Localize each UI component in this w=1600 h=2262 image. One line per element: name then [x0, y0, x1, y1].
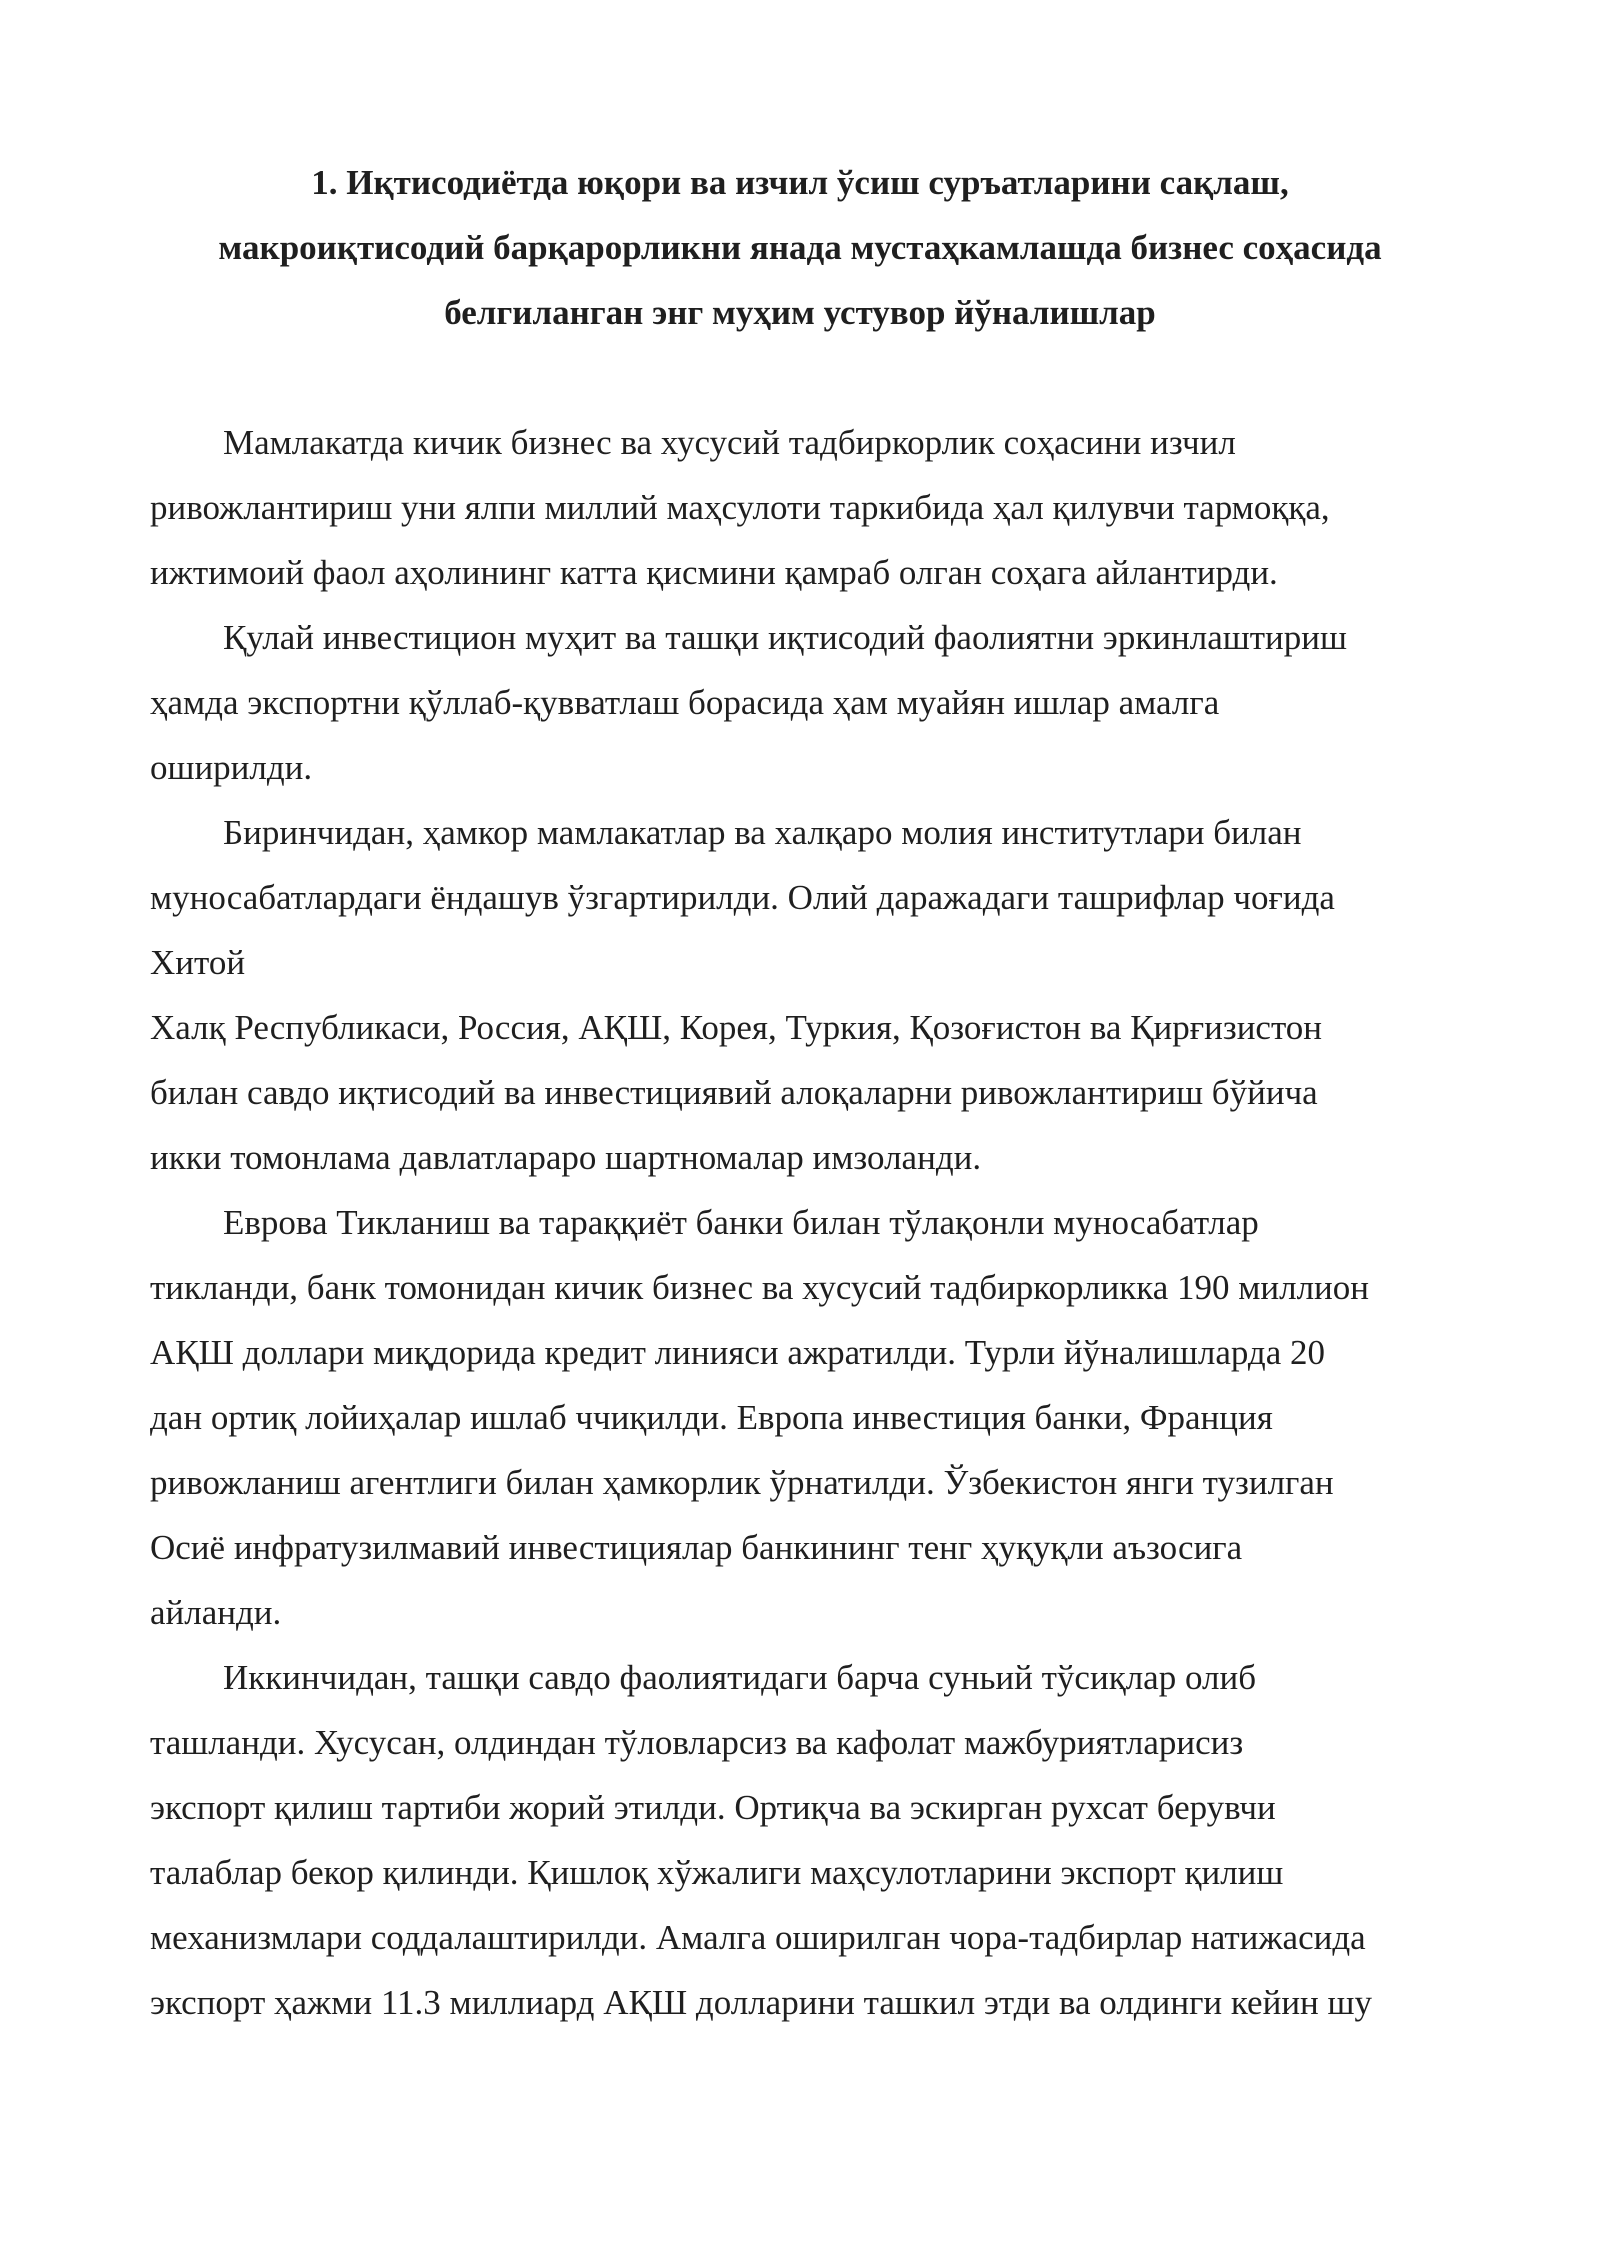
body-text — [150, 410, 1450, 2035]
text-line: Еврова Тикланиш ва тараққиёт банки билан тўлақонли муносабатлар — [223, 1203, 1259, 1242]
text-line: ҳамда экспортни қўллаб-қувватлаш борасида ҳам муайян ишлар амалга — [150, 683, 1220, 722]
text-line: экспорт ҳажми 11.3 миллиард АҚШ долларини ташкил этди ва олдинги кейин шу — [150, 1983, 1372, 2022]
text-line: Хитой — [150, 943, 246, 982]
paragraph-5 — [150, 1645, 1450, 2035]
section-heading — [150, 150, 1450, 345]
text-line: ривожлантириш уни ялпи миллий маҳсулоти таркибида ҳал қилувчи тармоққа, — [150, 488, 1330, 527]
text-line: оширилди. — [150, 748, 313, 787]
text-line: Иккинчидан, ташқи савдо фаолиятидаги барча суньий тўсиқлар олиб — [223, 1658, 1256, 1697]
text-line: Халқ Республикаси, Россия, АҚШ, Корея, Туркия, Қозоғистон ва Қирғизистон — [150, 1008, 1323, 1047]
heading-line: белгиланган энг муҳим устувор йўналишлар — [444, 293, 1156, 332]
text-line: механизмлари соддалаштирилди. Амалга оширилган чора-тадбирлар натижасида — [150, 1918, 1366, 1957]
text-line: икки томонлама давлатлараро шартномалар имзоланди. — [150, 1138, 982, 1177]
text-line: экспорт қилиш тартиби жорий этилди. Ортиқча ва эскирган рухсат берувчи — [150, 1788, 1276, 1827]
text-line: АҚШ доллари миқдорида кредит линияси ажратилди. Турли йўналишларда 20 — [150, 1333, 1325, 1372]
text-line: ташланди. Хусусан, олдиндан тўловларсиз ва кафолат мажбуриятларисиз — [150, 1723, 1244, 1762]
paragraph-4 — [150, 1190, 1450, 1645]
text-line: тикланди, банк томонидан кичик бизнес ва хусусий тадбиркорликка 190 миллион — [150, 1268, 1370, 1307]
paragraph-2 — [150, 605, 1450, 800]
text-line: Осиё инфратузилмавий инвестициялар банкининг тенг ҳуқуқли аъзосига — [150, 1528, 1243, 1567]
text-line: Биринчидан, ҳамкор мамлакатлар ва халқаро молия институтлари билан — [223, 813, 1302, 852]
text-line: муносабатлардаги ёндашув ўзгартирилди. Олий даражадаги ташрифлар чоғида — [150, 878, 1335, 917]
paragraph-1 — [150, 410, 1450, 605]
text-line: билан савдо иқтисодий ва инвестициявий алоқаларни ривожлантириш бўйича — [150, 1073, 1318, 1112]
text-line: Мамлакатда кичик бизнес ва хусусий тадбиркорлик соҳасини изчил — [223, 423, 1236, 462]
text-line: дан ортиқ лойиҳалар ишлаб ччиқилди. Европа инвестиция банки, Франция — [150, 1398, 1273, 1437]
paragraph-3 — [150, 800, 1450, 1190]
text-line: ижтимоий фаол аҳолининг катта қисмини қамраб олган соҳага айлантирди. — [150, 553, 1278, 592]
text-line: талаблар бекор қилинди. Қишлоқ хўжалиги маҳсулотларини экспорт қилиш — [150, 1853, 1284, 1892]
text-line: ривожланиш агентлиги билан ҳамкорлик ўрнатилди. Ўзбекистон янги тузилган — [150, 1463, 1334, 1502]
text-line: айланди. — [150, 1593, 282, 1632]
text-line: Қулай инвестицион муҳит ва ташқи иқтисодий фаолиятни эркинлаштириш — [223, 618, 1347, 657]
heading-line: 1. Иқтисодиётда юқори ва изчил ўсиш суръатларини сақлаш, — [311, 163, 1289, 202]
heading-line: макроиқтисодий барқарорликни янада мустаҳкамлашда бизнес соҳасида — [218, 228, 1382, 267]
